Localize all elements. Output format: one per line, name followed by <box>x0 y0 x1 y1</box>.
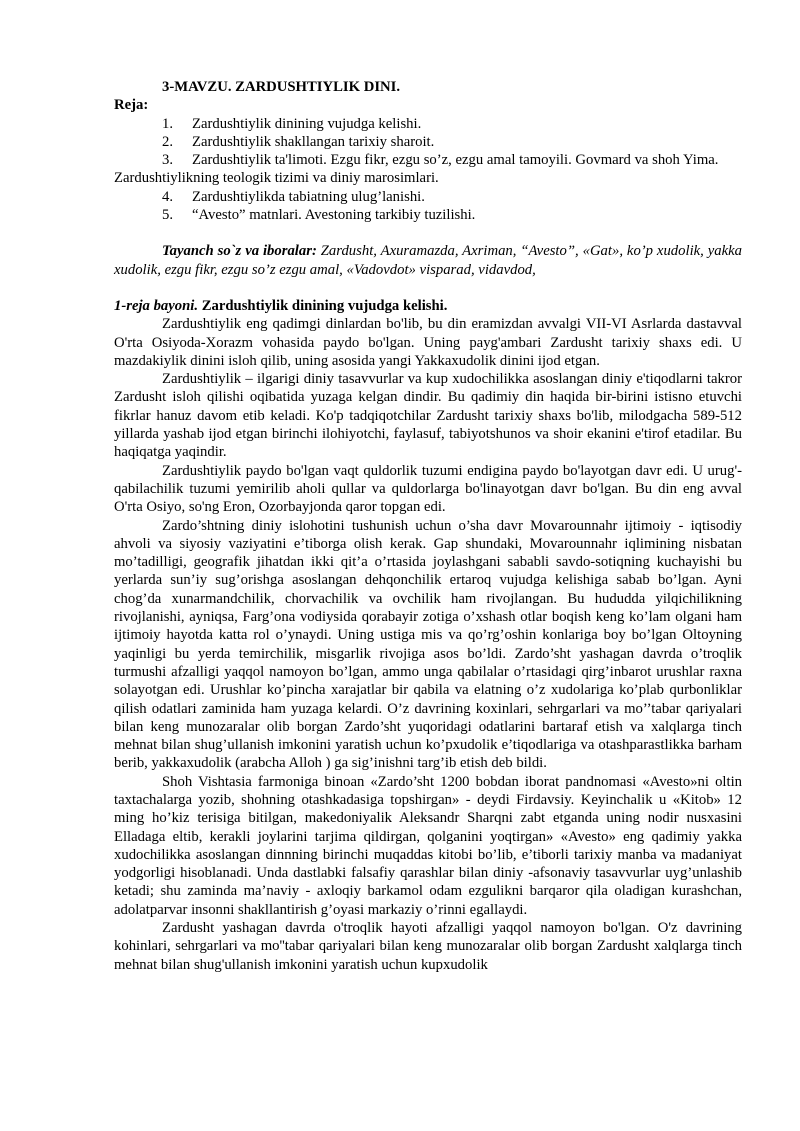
body-paragraph: Zardushtiylik – ilgarigi diniy tasavvurlar va kup xudochilikka asoslangan diniy e'tiqodlarni takror Zardusht isloh qilishi oqibatida yuzaga kelgan dindir. Bu qadimiy din haqida bir-birini istisno etuvchi fikrlar hanuz davom etib keladi. Ko'p tadqiqotchilar Zardusht tarixiy shaxs bo'lib, milodgacha 589-512 yillarda yashab ijod etgan birinchi ilohiyotchi, faylasuf, tabiyotshunos va shoir ekanini e'tirof etadilar. Bu haqiqatga yaqindir. <box>114 371 742 461</box>
plan-item <box>114 206 742 224</box>
body-paragraph: Shoh Vishtasia farmoniga binoan «Zardo’sht 1200 bobdan iborat pandnomasi «Avesto»ni oltin taxtachalarga yozib, shohning otashkadasiga topshirgan» - deydi Firdavsiy. Keyinchalik u «Kitob» 12 ming ho’kiz terisiga bitilgan, makedoniyalik Aleksandr Sharqni zabt etganda uning nodir nusxasini Elladaga eltib, kerakli joylarini tarjima qildirgan, qolganini yoqtirgan» «Avesto» eng qadimiy yakka xudochilikka asoslangan dinnning birinchi muqaddas kitobi bo’lib, e’tiborli tarixiy manba va madaniyat yodgorligi hisoblanadi. Unda dastlabki falsafiy qarashlar bilan diniy -afsonaviy tasavvurlar uyg’unlashib ketadi; shu zaminda ma’naviy - axloqiy barkamol odam ezgulikni barqaror qila oladigan kurashchan, adolatparvar insonni shakllantirish g’oyasi markaziy o’rinni egallaydi. <box>114 773 742 918</box>
body-paragraph: Zardo’shtning diniy islohotini tushunish uchun o’sha davr Movarounnahr ijtimoiy - iqtisodiy ahvoli va siyosiy vaziyatini e’tiborga olish kerak. Gap shundaki, Movarounnahr iqlimining nisbatan mo’tadilligi, geografik jihatdan ikki qit’a o’rtasida joylashgani sababli savdo-sotiqning kuchayishi bu yerlarda sun’iy sug’orishga asoslangan dehqonchilik ertaroq vujudga kelishiga sabab bo’lgan. Ayni chog’da xunarmandchilik, chorvachilik va ovchilik ham rivojlangan. Bu hududda yilqichilikning rivojlanishi, ayniqsa, Farg’ona vodiysida qorabayir zotiga o’xshash otlar boqish keng ko’lam olgani ham ijtimoiy hayotda katta rol o’ynaydi. Uning ustiga mis va qo’rg’oshin konlariga boy bo’lgan Oltoyning yaqinligi bu yerda temirchilik, misgarlik rivojiga asos bo’ldi. Zardo’sht yashagan davrda o’troqlik turmushi afzalligi yaqqol namoyon bo’lgan, ammo unga qabilalar o’rtasidagi qirg’inbarot urushlar raxna solayotgan edi. Urushlar ko’pincha xarajatlar bir qabila va elatning o’z xudolariga ko’plab qurbonliklar qilish odatlari zaminida ham yuzaga kelardi. O’z davrining koxinlari, sehrgarlari va mo’’tabar qariyalari bilan keng munozaralar olib borgan Zardo’sht yuqoridagi odatlarini bartaraf etish va xalqlarga tinch mehnat bilan shug’ullanish imkonini yaratish uchun ko’pxudolik e’tiqodlariga va otashparastlikka barham berib, yakkaxudolik (arabcha Alloh ) ga sig’inishni targ’ib etish deb bildi. <box>114 517 742 772</box>
keywords-text: Zardusht, Axuramazda, Axriman, “Avesto”, «Gat», ko’p xudolik, yakka xudolik, ezgu fikr, ezgu so’z ezgu amal, «Vadovdot» visparad, vidavdod, <box>114 243 743 278</box>
body-paragraph: Zardushtiylik eng qadimgi dinlardan bo'lib, bu din eramizdan avvalgi VII-VI Asrlarda dastavval O'rta Osiyoda-Xorazm vohasida paydo bo'lgan. Uning payg'ambari Zardusht tarixiy shaxs edi. U mazdakiylik dinini isloh qilib, uning asosida yangi Yakkaxudolik dinini ijod etgan. <box>114 316 742 369</box>
plan-list <box>114 115 742 225</box>
plan-item <box>114 133 742 151</box>
section-title: Zardushtiylik dinining vujudga kelishi. <box>198 297 448 314</box>
section-label: 1-reja bayoni. <box>114 297 199 314</box>
keywords-paragraph <box>114 242 742 279</box>
spacer <box>114 279 742 297</box>
plan-item-text: Zardushtiylik ta'limoti. Ezgu fikr, ezgu so’z, ezgu amal tamoyili. Govmard va shoh Yima. Zardushtiylikning teologik tizimi va diniy marosimlari. <box>114 152 719 187</box>
body-paragraph: Zardushtiylik paydo bo'lgan vaqt quldorlik tuzumi endigina paydo bo'layotgan davr edi. U urug'-qabilachilik tuzumi yemirilib aholi qullar va quldorlarga bo'linayotgan davr bo'lgan. Bu din eng avval O'rta Osiyo, so'ng Eron, Ozorbayjonda qaror topgan edi. <box>114 462 742 516</box>
section-heading <box>114 297 742 315</box>
plan-item-number: 1. <box>162 115 174 132</box>
plan-item-number: 4. <box>162 188 174 205</box>
plan-item-number: 3. <box>162 152 174 169</box>
plan-item <box>114 188 742 206</box>
plan-label: Reja: <box>114 97 149 114</box>
keywords-label: Tayanch so`z va iboralar: <box>162 243 317 260</box>
plan-item <box>114 115 742 133</box>
plan-item <box>114 151 742 188</box>
plan-item-text: Zardushtiylikda tabiatning ulug’lanishi. <box>192 188 425 205</box>
document-page <box>114 78 742 974</box>
plan-item-number: 5. <box>162 207 174 224</box>
body-paragraph: Zardusht yashagan davrda o'troqlik hayoti afzalligi yaqqol namoyon bo'lgan. O'z davrining kohinlari, sehrgarlari va mo''tabar qariyalari bilan keng munozaralar olib borgan Zardusht xalqlarga tinch mehnat bilan shug'ullanish imkonini yaratish uchun kupxudolik <box>114 920 742 973</box>
plan-item-text: Zardushtiylik shakllangan tarixiy sharoit. <box>192 133 435 150</box>
document-title: 3-MAVZU. ZARDUSHTIYLIK DINI. <box>162 79 401 95</box>
plan-item-text: Zardushtiylik dinining vujudga kelishi. <box>192 115 422 132</box>
plan-item-number: 2. <box>162 133 174 150</box>
plan-item-text: “Avesto” matnlari. Avestoning tarkibiy tuzilishi. <box>192 207 476 224</box>
spacer <box>114 224 742 242</box>
